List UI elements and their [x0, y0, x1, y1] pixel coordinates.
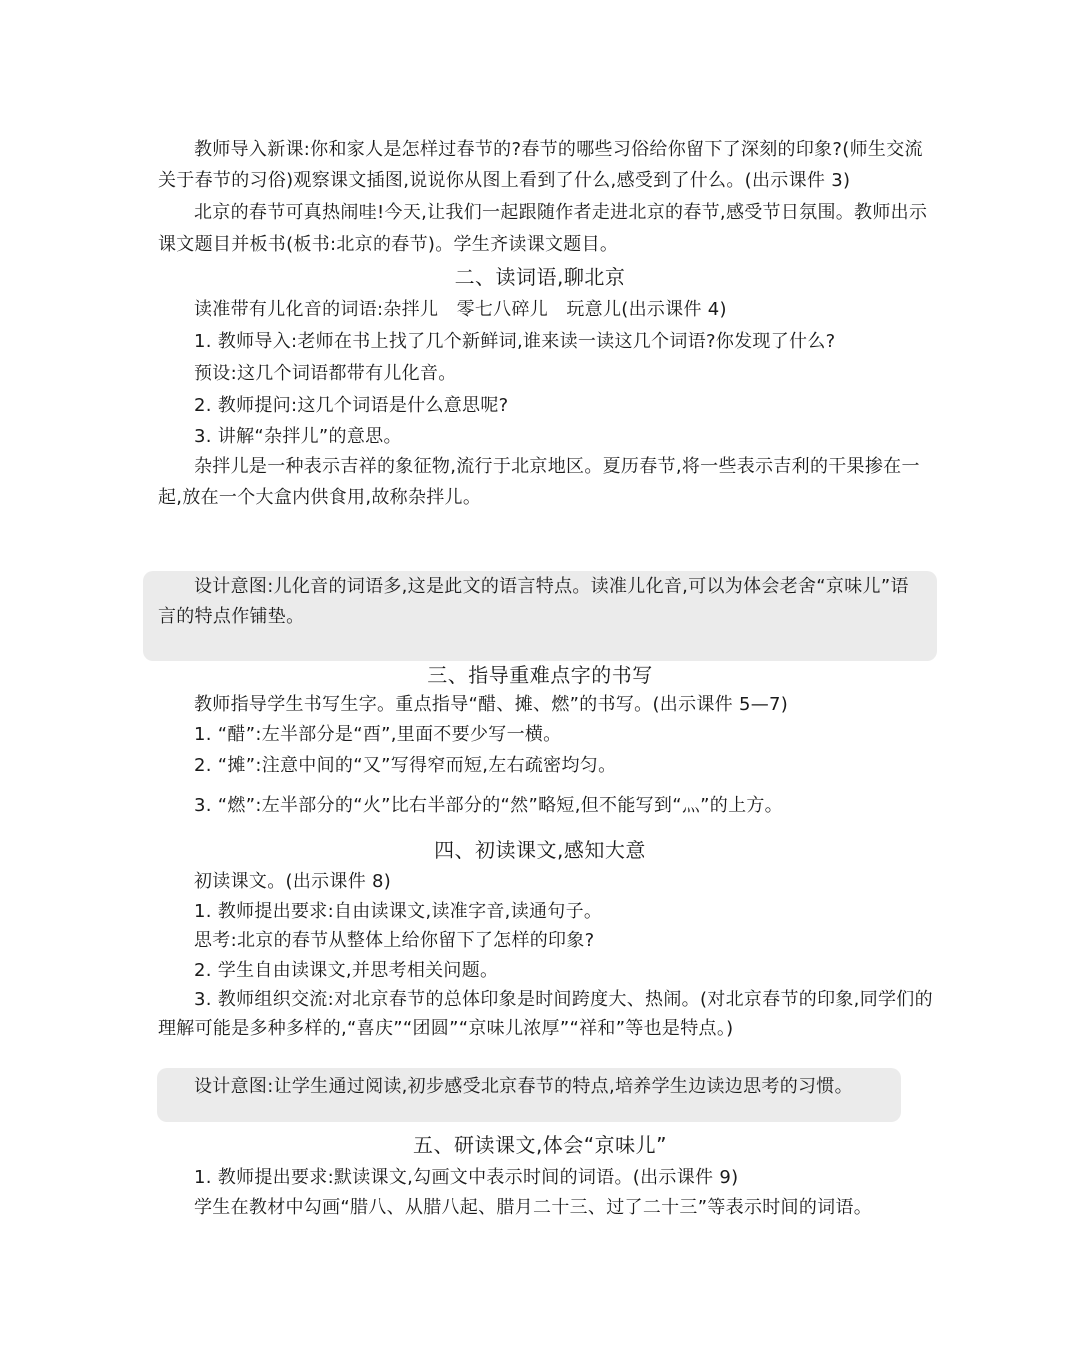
section-4-heading: 四、初读课文,感知大意	[434, 838, 646, 862]
section-2-line: 3. 讲解“杂拌儿”的意思。	[194, 426, 402, 447]
section-5-line: 学生在教材中勾画“腊八、从腊八起、腊月二十三、过了二十三”等表示时间的词语。	[194, 1197, 873, 1218]
section-4-line: 3. 教师组织交流:对北京春节的总体印象是时间跨度大、热闹。(对北京春节的印象,同学们的	[194, 989, 933, 1010]
section-4-line: 思考:北京的春节从整体上给你留下了怎样的印象?	[194, 930, 595, 951]
section-2-line: 1. 教师导入:老师在书上找了几个新鲜词,谁来读一读这几个词语?你发现了什么?	[194, 331, 836, 352]
design-intent-line: 设计意图:让学生通过阅读,初步感受北京春节的特点,培养学生边读边思考的习惯。	[194, 1076, 853, 1097]
section-5-heading: 五、研读课文,体会“京味儿”	[412, 1133, 668, 1157]
section-4-line: 理解可能是多种多样的,“喜庆”“团圆”“京味儿浓厚”“祥和”等也是特点。)	[158, 1018, 734, 1039]
section-4-line: 初读课文。(出示课件 8)	[194, 871, 392, 892]
section-3-line: 3. “燃”:左半部分的“火”比右半部分的“然”略短,但不能写到“灬”的上方。	[194, 795, 783, 816]
section-4-line: 2. 学生自由读课文,并思考相关问题。	[194, 960, 499, 981]
intro-paragraph-2-line-2: 课文题目并板书(板书:北京的春节)。学生齐读课文题目。	[158, 234, 619, 255]
design-intent-line-2: 言的特点作铺垫。	[158, 606, 305, 627]
design-intent-line-1: 设计意图:儿化音的词语多,这是此文的语言特点。读准儿化音,可以为体会老舍“京味儿”语	[194, 576, 909, 597]
section-2-heading: 二、读词语,聊北京	[454, 265, 626, 289]
design-intent-box-1	[143, 571, 937, 661]
section-3-line: 教师指导学生书写生字。重点指导“醋、摊、燃”的书写。(出示课件 5—7)	[194, 694, 789, 715]
section-2-line: 起,放在一个大盒内供食用,故称杂拌儿。	[158, 487, 482, 508]
section-3-line: 2. “摊”:注意中间的“又”写得窄而短,左右疏密均匀。	[194, 755, 617, 776]
section-5-line: 1. 教师提出要求:默读课文,勾画文中表示时间的词语。(出示课件 9)	[194, 1167, 739, 1188]
section-2-line: 杂拌儿是一种表示吉祥的象征物,流行于北京地区。夏历春节,将一些表示吉利的干果掺在一	[194, 456, 920, 477]
design-intent-box-2	[157, 1068, 901, 1122]
intro-paragraph-2-line-1: 北京的春节可真热闹哇!今天,让我们一起跟随作者走进北京的春节,感受节日氛围。教师出示	[194, 202, 928, 223]
section-2-line: 读准带有儿化音的词语:杂拌儿 零七八碎儿 玩意儿(出示课件 4)	[194, 299, 727, 320]
section-4-line: 1. 教师提出要求:自由读课文,读准字音,读通句子。	[194, 901, 603, 922]
section-2-line: 2. 教师提问:这几个词语是什么意思呢?	[194, 395, 509, 416]
section-2-line: 预设:这几个词语都带有儿化音。	[194, 363, 457, 384]
intro-paragraph-1-line-2: 关于春节的习俗)观察课文插图,说说你从图上看到了什么,感受到了什么。(出示课件 3)	[158, 170, 851, 191]
intro-paragraph-1-line-1: 教师导入新课:你和家人是怎样过春节的?春节的哪些习俗给你留下了深刻的印象?(师生交流	[194, 139, 923, 160]
section-3-line: 1. “醋”:左半部分是“酉”,里面不要少写一横。	[194, 724, 562, 745]
section-3-heading: 三、指导重难点字的书写	[427, 663, 653, 687]
